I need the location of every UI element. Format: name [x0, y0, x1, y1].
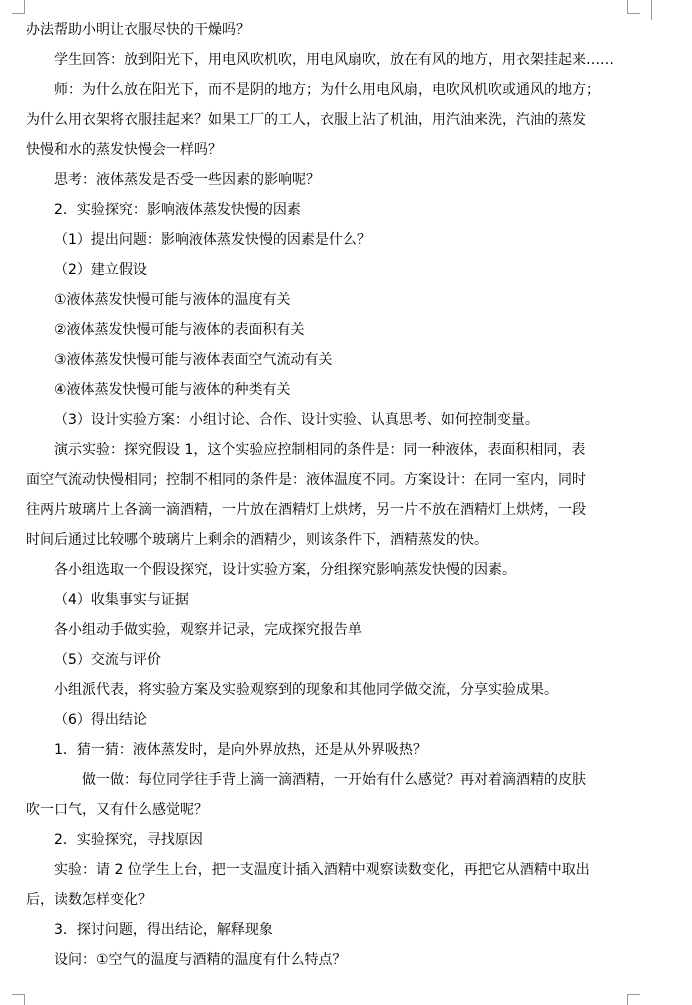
text-line: 面空气流动快慢相同；控制不相同的条件是：液体温度不同。方案设计：在同一室内，同时	[26, 472, 586, 488]
text-line: 各小组动手做实验，观察并记录，完成探究报告单	[54, 622, 362, 638]
crop-mark-top-left	[12, 0, 25, 14]
list-item: ③液体蒸发快慢可能与液体表面空气流动有关	[54, 352, 333, 368]
text-line: （3）设计实验方案：小组讨论、合作、设计实验、认真思考、如何控制变量。	[54, 412, 539, 428]
text-line: （1）提出问题：影响液体蒸发快慢的因素是什么？	[54, 232, 371, 248]
text-line: 往两片玻璃片上各滴一滴酒精，一片放在酒精灯上烘烤，另一片不放在酒精灯上烘烤，一段	[26, 502, 586, 518]
text-line: 吹一口气，又有什么感觉呢？	[26, 802, 208, 818]
text-line: 思考：液体蒸发是否受一些因素的影响呢？	[54, 172, 320, 188]
list-item: ②液体蒸发快慢可能与液体的表面积有关	[54, 322, 305, 338]
text-line: （2）建立假设	[54, 262, 147, 278]
text-line: 设问：①空气的温度与酒精的温度有什么特点？	[54, 952, 347, 968]
text-line: 师：为什么放在阳光下，而不是阴的地方；为什么用电风扇，电吹风机吹或通风的地方；	[54, 82, 600, 98]
crop-mark-bottom-left	[12, 994, 25, 1005]
section-heading: 2．实验探究：影响液体蒸发快慢的因素	[54, 202, 301, 218]
text-line: （6）得出结论	[54, 712, 147, 728]
text-line: 小组派代表，将实验方案及实验观察到的现象和其他同学做交流，分享实验成果。	[54, 682, 558, 698]
text-line: 办法帮助小明让衣服尽快的干燥吗？	[26, 22, 250, 38]
crop-mark-top-right	[627, 0, 640, 14]
section-heading: 3．探讨问题，得出结论，解释现象	[54, 922, 273, 938]
section-heading: 2．实验探究，寻找原因	[54, 832, 203, 848]
text-line: 为什么用衣架将衣服挂起来？如果工厂的工人，衣服上沾了机油，用汽油来洗，汽油的蒸发	[26, 112, 586, 128]
text-line: 各小组选取一个假设探究，设计实验方案，分组探究影响蒸发快慢的因素。	[54, 562, 516, 578]
text-line: 快慢和水的蒸发快慢会一样吗？	[26, 142, 222, 158]
text-line: 演示实验：探究假设 1，这个实验应控制相同的条件是：同一种液体，表面积相同，表	[54, 442, 586, 458]
text-line: 学生回答：放到阳光下，用电风吹机吹，用电风扇吹，放在有风的地方，用衣架挂起来……	[54, 52, 614, 68]
text-line: （5）交流与评价	[54, 652, 161, 668]
text-line: （4）收集事实与证据	[54, 592, 189, 608]
text-line: 做一做：每位同学往手背上滴一滴酒精，一开始有什么感觉？再对着滴酒精的皮肤	[82, 772, 586, 788]
text-line: 1．猜一猜：液体蒸发时，是向外界放热，还是从外界吸热？	[54, 742, 427, 758]
text-line: 后，读数怎样变化？	[26, 892, 152, 908]
text-line: 实验：请 2 位学生上台，把一支温度计插入酒精中观察读数变化，再把它从酒精中取出	[54, 862, 590, 878]
list-item: ④液体蒸发快慢可能与液体的种类有关	[54, 382, 291, 398]
list-item: ①液体蒸发快慢可能与液体的温度有关	[54, 292, 291, 308]
text-line: 时间后通过比较哪个玻璃片上剩余的酒精少，则该条件下，酒精蒸发的快。	[26, 532, 488, 548]
crop-mark-bottom-right	[627, 994, 640, 1005]
